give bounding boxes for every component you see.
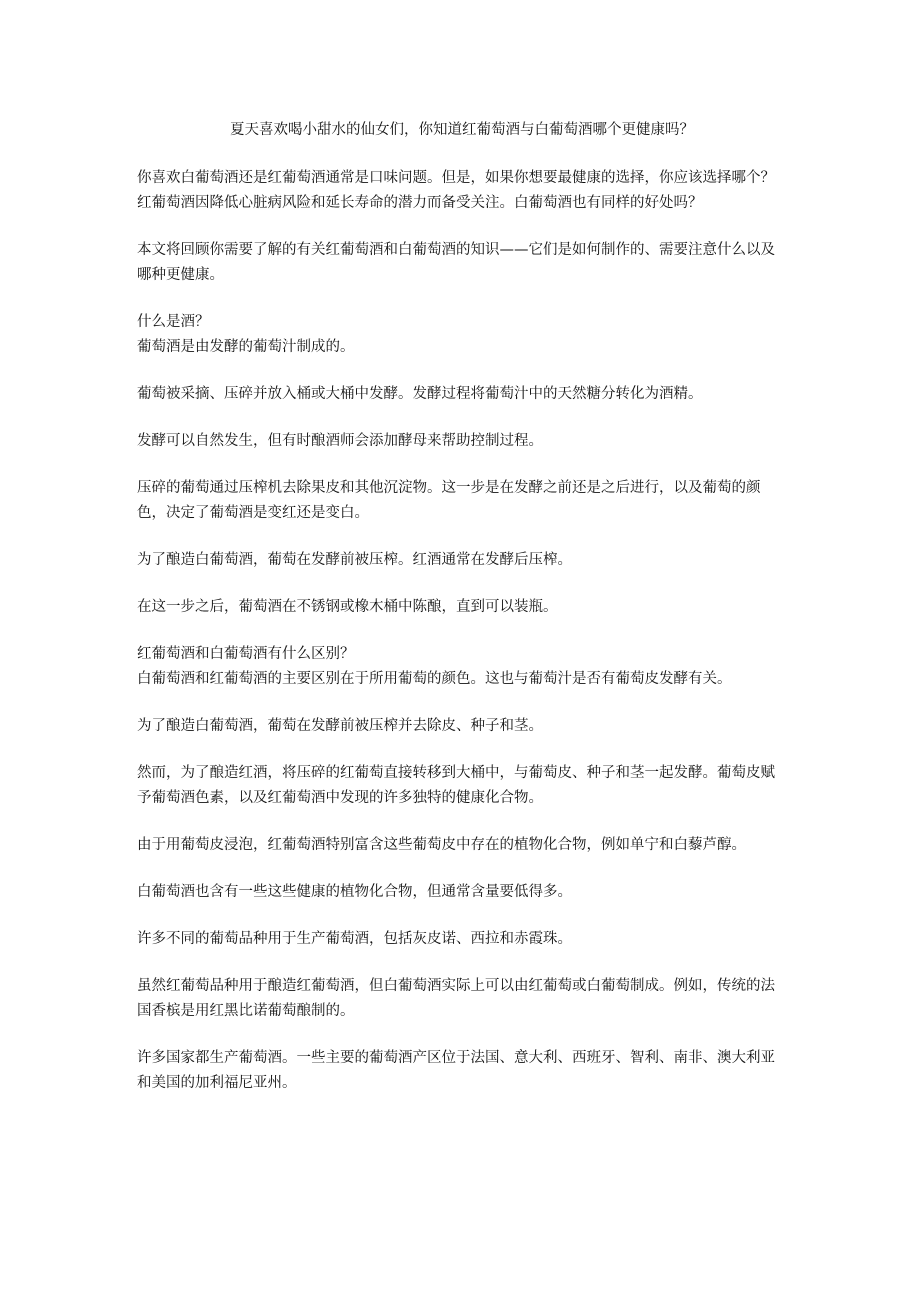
section2-paragraph-3: 然而，为了酿造红酒，将压碎的红葡萄直接转移到大桶中，与葡萄皮、种子和茎一起发酵。葡萄皮赋予葡萄酒色素，以及红葡萄酒中发现的许多独特的健康化合物。 [137, 765, 775, 806]
section1-paragraph-2: 葡萄被采摘、压碎并放入桶或大桶中发酵。发酵过程将葡萄汁中的天然糖分转化为酒精。 [137, 386, 703, 402]
intro-paragraph-2: 本文将回顾你需要了解的有关红葡萄酒和白葡萄酒的知识——它们是如何制作的、需要注意什么以及哪种更健康。 [137, 242, 775, 283]
section-heading-what-is-wine: 什么是酒？ [137, 314, 210, 330]
section2-paragraph-7: 虽然红葡萄品种用于酿造红葡萄酒，但白葡萄酒实际上可以由红葡萄或白葡萄制成。例如，传统的法国香槟是用红黑比诺葡萄酿制的。 [137, 978, 775, 1019]
section2-paragraph-1: 白葡萄酒和红葡萄酒的主要区别在于所用葡萄的颜色。这也与葡萄汁是否有葡萄皮发酵有关。 [137, 671, 732, 687]
article-body [137, 118, 787, 1096]
section1-paragraph-6: 在这一步之后，葡萄酒在不锈钢或橡木桶中陈酿，直到可以装瓶。 [137, 599, 558, 615]
intro-paragraph-1: 你喜欢白葡萄酒还是红葡萄酒通常是口味问题。但是，如果你想要最健康的选择，你应该选择哪个？红葡萄酒因降低心脏病风险和延长寿命的潜力而备受关注。白葡萄酒也有同样的好处吗？ [137, 170, 775, 211]
section2-paragraph-2: 为了酿造白葡萄酒，葡萄在发酵前被压榨并去除皮、种子和茎。 [137, 718, 543, 734]
section2-paragraph-5: 白葡萄酒也含有一些这些健康的植物化合物，但通常含量要低得多。 [137, 884, 572, 900]
section1-paragraph-1: 葡萄酒是由发酵的葡萄汁制成的。 [137, 339, 355, 355]
section1-paragraph-3: 发酵可以自然发生，但有时酿酒师会添加酵母来帮助控制过程。 [137, 433, 543, 449]
section-heading-red-vs-white: 红葡萄酒和白葡萄酒有什么区别？ [137, 646, 355, 662]
section2-paragraph-4: 由于用葡萄皮浸泡，红葡萄酒特别富含这些葡萄皮中存在的植物化合物，例如单宁和白藜芦醇。 [137, 837, 746, 853]
section1-paragraph-5: 为了酿造白葡萄酒，葡萄在发酵前被压榨。红酒通常在发酵后压榨。 [137, 552, 572, 568]
section2-paragraph-8: 许多国家都生产葡萄酒。一些主要的葡萄酒产区位于法国、意大利、西班牙、智利、南非、澳大利亚和美国的加利福尼亚州。 [137, 1050, 775, 1091]
article-title: 夏天喜欢喝小甜水的仙女们，你知道红葡萄酒与白葡萄酒哪个更健康吗？ [230, 122, 694, 138]
section2-paragraph-6: 许多不同的葡萄品种用于生产葡萄酒，包括灰皮诺、西拉和赤霞珠。 [137, 931, 572, 947]
section1-paragraph-4: 压碎的葡萄通过压榨机去除果皮和其他沉淀物。这一步是在发酵之前还是之后进行，以及葡萄的颜色，决定了葡萄酒是变红还是变白。 [137, 480, 761, 521]
